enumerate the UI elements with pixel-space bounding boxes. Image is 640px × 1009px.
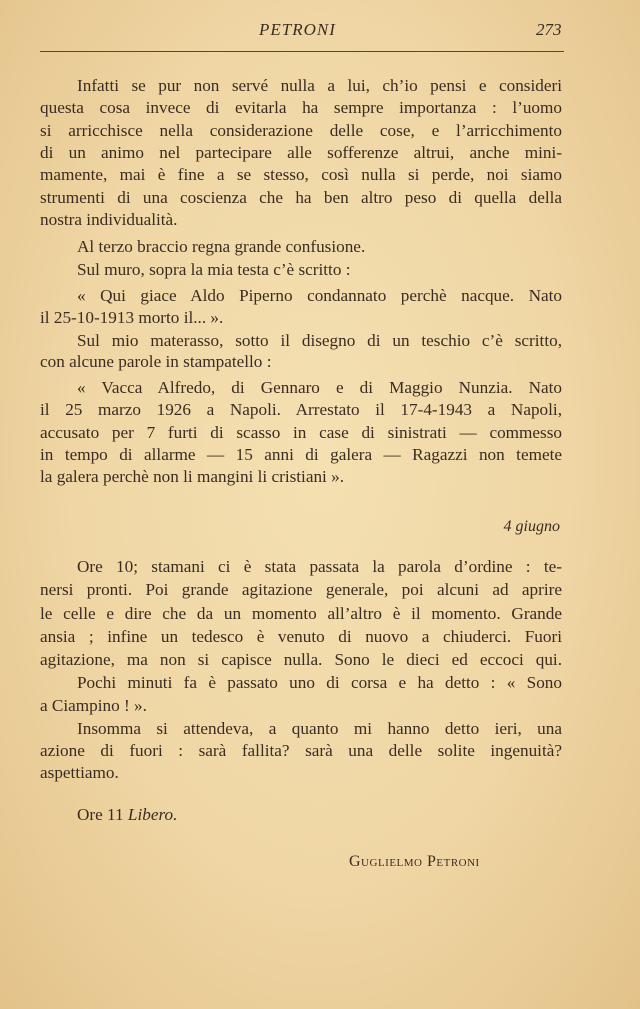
text-line: il 25 marzo 1926 a Napoli. Arrestato il 17-4-1943 a Napoli, bbox=[40, 400, 562, 419]
date-heading: 4 giugno bbox=[503, 518, 560, 535]
author-signature: Guglielmo Petroni bbox=[349, 853, 480, 870]
text-line: in tempo di allarme — 15 anni di galera — Ragazzi non temete bbox=[40, 445, 562, 464]
text-line: azione di fuori : sarà fallita? sarà una delle solite ingenuità? bbox=[40, 741, 562, 760]
text-line: nostra individualità. bbox=[40, 210, 178, 229]
text-line: mamente, mai è fine a se stesso, così nulla si perde, noi siamo bbox=[40, 165, 562, 184]
text-line: Insomma si attendeva, a quanto mi hanno detto ieri, una bbox=[77, 719, 562, 738]
header-rule bbox=[40, 51, 564, 52]
text-line: con alcune parole in stampatello : bbox=[40, 352, 272, 371]
text-line: le celle e dire che da un momento all’altro è il momento. Grande bbox=[40, 604, 562, 623]
text-line: nersi pronti. Poi grande agitazione generale, poi alcuni ad aprire bbox=[40, 580, 562, 599]
page-number: 273 bbox=[536, 20, 562, 39]
header-title: PETRONI bbox=[259, 20, 336, 39]
closing-word: Libero. bbox=[127, 805, 178, 824]
text-line: il 25-10-1913 morto il... ». bbox=[40, 308, 224, 327]
closing-line bbox=[77, 805, 562, 825]
text-line: strumenti di una coscienza che ha ben altro peso di quella della bbox=[40, 188, 562, 207]
text-line: di un animo nel partecipare alle sofferenze altrui, anche mini- bbox=[40, 143, 562, 162]
text-line: questa cosa invece di evitarla ha sempre importanza : l’uomo bbox=[40, 98, 562, 117]
text-line: Pochi minuti fa è passato uno di corsa e ha detto : « Sono bbox=[77, 673, 562, 692]
text-line: Al terzo braccio regna grande confusione. bbox=[77, 237, 366, 256]
text-line: la galera perchè non li mangini li cristiani ». bbox=[40, 467, 345, 486]
text-line: « Vacca Alfredo, di Gennaro e di Maggio Nunzia. Nato bbox=[77, 378, 562, 397]
closing-time: Ore 11 bbox=[77, 805, 124, 824]
text-line: Sul muro, sopra la mia testa c’è scritto : bbox=[77, 260, 351, 279]
text-line: accusato per 7 furti di scasso in case di sinistrati — commesso bbox=[40, 423, 562, 442]
text-line: aspettiamo. bbox=[40, 763, 119, 782]
text-line: Infatti se pur non servé nulla a lui, ch’io pensi e consideri bbox=[77, 76, 562, 95]
text-line: Ore 10; stamani ci è stata passata la parola d’ordine : te- bbox=[77, 557, 562, 576]
text-line: si arricchisce nella considerazione delle cose, e l’arricchimento bbox=[40, 121, 562, 140]
text-line: Sul mio materasso, sotto il disegno di un teschio c’è scritto, bbox=[77, 331, 562, 350]
text-line: « Qui giace Aldo Piperno condannato perchè nacque. Nato bbox=[77, 286, 562, 305]
text-line: agitazione, ma non si capisce nulla. Sono le dieci ed eccoci qui. bbox=[40, 650, 562, 669]
text-line: a Ciampino ! ». bbox=[40, 696, 147, 715]
text-line: ansia ; infine un tedesco è venuto di nuovo a chiuderci. Fuori bbox=[40, 627, 562, 646]
